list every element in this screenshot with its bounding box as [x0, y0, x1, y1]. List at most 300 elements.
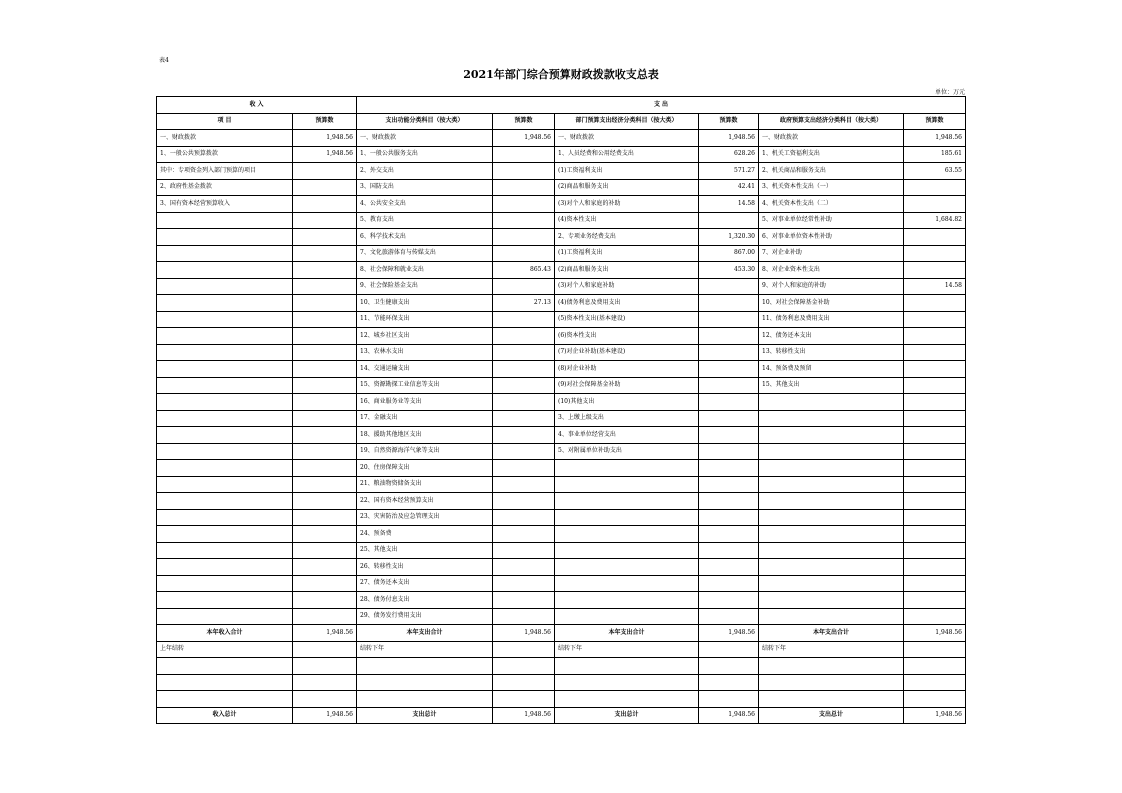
dept-budget-cell	[699, 344, 759, 361]
gov-item-cell: 12、债务还本支出	[759, 328, 904, 345]
dept-budget-cell	[699, 575, 759, 592]
gov-budget-cell	[904, 377, 966, 394]
blank-cell	[759, 691, 904, 708]
blank-cell	[759, 674, 904, 691]
func-budget-cell	[493, 163, 555, 180]
dept-item-cell: 一、财政拨款	[555, 130, 699, 147]
income-item-cell	[157, 394, 293, 411]
item-column-header: 项 目	[157, 113, 293, 130]
income-budget-cell	[293, 295, 357, 312]
dept-budget-cell	[699, 427, 759, 444]
gov-budget-cell	[904, 361, 966, 378]
func-budget-cell	[493, 575, 555, 592]
income-budget-cell: 1,948.56	[293, 707, 357, 724]
income-item-cell	[157, 410, 293, 427]
dept-item-cell: (3)对个人和家庭的补助	[555, 196, 699, 213]
budget-column-header: 预算数	[699, 113, 759, 130]
gov-item-cell: 1、机关工资福利支出	[759, 146, 904, 163]
dept-budget-cell	[699, 443, 759, 460]
income-item-cell: 本年收入合计	[157, 625, 293, 642]
dept-budget-cell	[699, 493, 759, 510]
dept-item-cell: (4)债务利息及费用支出	[555, 295, 699, 312]
dept-budget-cell	[699, 542, 759, 559]
income-item-cell	[157, 295, 293, 312]
gov-item-cell	[759, 509, 904, 526]
func-item-cell: 21、粮油物资储备支出	[357, 476, 493, 493]
table-row	[157, 196, 966, 213]
table-row	[157, 559, 966, 576]
gov-budget-cell	[904, 476, 966, 493]
table-row	[157, 163, 966, 180]
dept-budget-cell: 1,948.56	[699, 625, 759, 642]
income-budget-cell	[293, 443, 357, 460]
header-row-section	[157, 97, 966, 114]
func-budget-cell	[493, 328, 555, 345]
income-item-cell: 收入总计	[157, 707, 293, 724]
dept-budget-cell	[699, 328, 759, 345]
income-budget-cell	[293, 377, 357, 394]
func-item-cell: 25、其他支出	[357, 542, 493, 559]
func-item-cell: 9、社会保险基金支出	[357, 278, 493, 295]
func-budget-cell: 27.13	[493, 295, 555, 312]
income-item-cell	[157, 377, 293, 394]
table-row	[157, 361, 966, 378]
income-item-cell	[157, 229, 293, 246]
blank-cell	[357, 674, 493, 691]
income-item-cell	[157, 427, 293, 444]
gov-budget-cell	[904, 526, 966, 543]
table-number-label: 表4	[159, 57, 169, 64]
dept-budget-cell: 1,948.56	[699, 707, 759, 724]
func-item-cell: 28、债务付息支出	[357, 592, 493, 609]
income-item-cell	[157, 328, 293, 345]
func-budget-cell	[493, 196, 555, 213]
func-budget-cell: 1,948.56	[493, 625, 555, 642]
gov-item-cell	[759, 559, 904, 576]
dept-budget-cell: 453.30	[699, 262, 759, 279]
gov-budget-cell	[904, 179, 966, 196]
income-budget-cell	[293, 361, 357, 378]
income-item-cell	[157, 575, 293, 592]
dept-item-cell: 2、专项业务经费支出	[555, 229, 699, 246]
table-row	[157, 179, 966, 196]
income-item-cell	[157, 361, 293, 378]
blank-cell	[357, 658, 493, 675]
expense-section-header: 支 出	[357, 97, 966, 114]
gov-item-cell	[759, 608, 904, 625]
gov-item-cell	[759, 476, 904, 493]
table-row	[157, 377, 966, 394]
blank-cell	[904, 658, 966, 675]
table-row	[157, 443, 966, 460]
dept-item-cell: 本年支出合计	[555, 625, 699, 642]
func-item-cell: 一、财政拨款	[357, 130, 493, 147]
income-budget-cell	[293, 163, 357, 180]
func-budget-cell: 1,948.56	[493, 707, 555, 724]
gov-item-cell: 11、债务利息及费用支出	[759, 311, 904, 328]
gov-item-cell: 2、机关商品和服务支出	[759, 163, 904, 180]
func-budget-cell	[493, 443, 555, 460]
dept-budget-cell	[699, 278, 759, 295]
dept-budget-cell	[699, 526, 759, 543]
blank-row	[157, 691, 966, 708]
gov-budget-cell	[904, 344, 966, 361]
gov-item-cell: 9、对个人和家庭的补助	[759, 278, 904, 295]
gov-budget-cell: 185.61	[904, 146, 966, 163]
dept-item-cell: 5、对附属单位补助支出	[555, 443, 699, 460]
dept-item-cell	[555, 575, 699, 592]
income-item-cell	[157, 344, 293, 361]
income-item-cell	[157, 262, 293, 279]
dept-item-cell: (4)资本性支出	[555, 212, 699, 229]
func-item-cell: 6、科学技术支出	[357, 229, 493, 246]
func-item-cell: 7、文化旅游体育与传媒支出	[357, 245, 493, 262]
income-budget-cell	[293, 476, 357, 493]
dept-item-cell: (5)资本性支出(基本建设)	[555, 311, 699, 328]
dept-budget-cell	[699, 361, 759, 378]
income-budget-cell	[293, 212, 357, 229]
func-class-column-header: 支出功能分类科目（按大类）	[357, 113, 493, 130]
func-budget-cell	[493, 526, 555, 543]
func-item-cell: 19、自然资源海洋气象等支出	[357, 443, 493, 460]
func-budget-cell	[493, 278, 555, 295]
income-budget-cell	[293, 262, 357, 279]
blank-cell	[157, 691, 293, 708]
func-item-cell: 27、债务还本支出	[357, 575, 493, 592]
grand-total-row	[157, 707, 966, 724]
dept-item-cell	[555, 592, 699, 609]
dept-item-cell: (9)对社会保障基金补助	[555, 377, 699, 394]
dept-item-cell	[555, 476, 699, 493]
blank-cell	[493, 658, 555, 675]
gov-budget-cell	[904, 641, 966, 658]
gov-item-cell: 8、对企业资本性支出	[759, 262, 904, 279]
dept-item-cell: (10)其他支出	[555, 394, 699, 411]
dept-item-cell: 1、人员经费和公用经费支出	[555, 146, 699, 163]
budget-column-header: 预算数	[493, 113, 555, 130]
budget-column-header: 预算数	[293, 113, 357, 130]
func-budget-cell	[493, 460, 555, 477]
table-row	[157, 262, 966, 279]
dept-item-cell	[555, 509, 699, 526]
table-row	[157, 245, 966, 262]
income-item-cell	[157, 608, 293, 625]
dept-budget-cell: 867.00	[699, 245, 759, 262]
table-row	[157, 394, 966, 411]
dept-item-cell: 支出总计	[555, 707, 699, 724]
gov-budget-cell: 1,948.56	[904, 625, 966, 642]
blank-cell	[555, 658, 699, 675]
unit-label: 单位：万元	[934, 89, 965, 96]
gov-item-cell	[759, 394, 904, 411]
income-item-cell	[157, 212, 293, 229]
dept-budget-cell: 1,320.30	[699, 229, 759, 246]
gov-budget-cell	[904, 493, 966, 510]
func-budget-cell	[493, 229, 555, 246]
dept-budget-cell	[699, 608, 759, 625]
dept-item-cell: 4、事业单位经营支出	[555, 427, 699, 444]
income-item-cell: 3、国有资本经营预算收入	[157, 196, 293, 213]
dept-item-cell: (3)对个人和家庭补助	[555, 278, 699, 295]
table-row	[157, 146, 966, 163]
func-item-cell: 18、援助其他地区支出	[357, 427, 493, 444]
carry-over-row	[157, 641, 966, 658]
table-row	[157, 575, 966, 592]
table-row	[157, 311, 966, 328]
income-budget-cell: 1,948.56	[293, 130, 357, 147]
table-row	[157, 509, 966, 526]
gov-budget-cell	[904, 542, 966, 559]
dept-item-cell: (2)商品和服务支出	[555, 179, 699, 196]
income-item-cell	[157, 509, 293, 526]
gov-budget-cell	[904, 196, 966, 213]
income-budget-cell	[293, 493, 357, 510]
blank-cell	[555, 691, 699, 708]
dept-item-cell: 3、上缴上级支出	[555, 410, 699, 427]
income-budget-cell	[293, 311, 357, 328]
gov-budget-cell: 63.55	[904, 163, 966, 180]
blank-cell	[759, 658, 904, 675]
gov-budget-cell	[904, 328, 966, 345]
income-item-cell: 上年结转	[157, 641, 293, 658]
func-item-cell: 5、教育支出	[357, 212, 493, 229]
income-item-cell	[157, 559, 293, 576]
func-budget-cell	[493, 179, 555, 196]
gov-budget-cell	[904, 295, 966, 312]
dept-item-cell: (7)对企业补助(基本建设)	[555, 344, 699, 361]
gov-item-cell	[759, 493, 904, 510]
blank-cell	[904, 674, 966, 691]
income-item-cell	[157, 526, 293, 543]
income-budget-cell	[293, 509, 357, 526]
gov-item-cell	[759, 575, 904, 592]
gov-item-cell	[759, 592, 904, 609]
header-row-columns	[157, 113, 966, 130]
income-budget-cell: 1,948.56	[293, 625, 357, 642]
func-budget-cell: 865.43	[493, 262, 555, 279]
income-section-header: 收 入	[157, 97, 357, 114]
func-item-cell: 20、住房保障支出	[357, 460, 493, 477]
func-budget-cell	[493, 212, 555, 229]
func-item-cell: 本年支出合计	[357, 625, 493, 642]
gov-budget-cell	[904, 311, 966, 328]
income-item-cell	[157, 542, 293, 559]
gov-econ-column-header: 政府预算支出经济分类科目（按大类）	[759, 113, 904, 130]
func-budget-cell	[493, 592, 555, 609]
gov-budget-cell	[904, 262, 966, 279]
func-item-cell: 12、城乡社区支出	[357, 328, 493, 345]
gov-item-cell: 4、机关资本性支出（二）	[759, 196, 904, 213]
gov-budget-cell: 14.58	[904, 278, 966, 295]
func-budget-cell	[493, 311, 555, 328]
dept-budget-cell	[699, 592, 759, 609]
func-item-cell: 29、债务发行费用支出	[357, 608, 493, 625]
dept-budget-cell	[699, 641, 759, 658]
income-item-cell: 1、一般公共预算拨款	[157, 146, 293, 163]
blank-cell	[699, 691, 759, 708]
gov-budget-cell: 1,684.82	[904, 212, 966, 229]
income-item-cell: 2、政府性基金拨款	[157, 179, 293, 196]
func-item-cell: 11、节能环保支出	[357, 311, 493, 328]
income-budget-cell	[293, 542, 357, 559]
gov-item-cell	[759, 427, 904, 444]
func-budget-cell	[493, 344, 555, 361]
income-budget-cell	[293, 328, 357, 345]
func-budget-cell	[493, 493, 555, 510]
income-budget-cell	[293, 344, 357, 361]
blank-cell	[293, 691, 357, 708]
income-item-cell	[157, 311, 293, 328]
gov-item-cell: 15、其他支出	[759, 377, 904, 394]
func-item-cell: 8、社会保障和就业支出	[357, 262, 493, 279]
income-item-cell	[157, 493, 293, 510]
table-row	[157, 427, 966, 444]
dept-item-cell: (6)资本性支出	[555, 328, 699, 345]
func-budget-cell	[493, 542, 555, 559]
dept-item-cell: 结转下年	[555, 641, 699, 658]
func-budget-cell	[493, 641, 555, 658]
gov-item-cell: 6、对事业单位资本性补助	[759, 229, 904, 246]
gov-item-cell: 5、对事业单位经常性补助	[759, 212, 904, 229]
income-item-cell	[157, 443, 293, 460]
subtotal-row	[157, 625, 966, 642]
dept-budget-cell: 42.41	[699, 179, 759, 196]
gov-budget-cell	[904, 245, 966, 262]
func-budget-cell	[493, 476, 555, 493]
income-budget-cell	[293, 179, 357, 196]
func-budget-cell: 1,948.56	[493, 130, 555, 147]
dept-item-cell	[555, 526, 699, 543]
gov-item-cell: 13、转移性支出	[759, 344, 904, 361]
gov-item-cell: 14、预备费及预留	[759, 361, 904, 378]
income-budget-cell	[293, 608, 357, 625]
dept-budget-cell: 14.58	[699, 196, 759, 213]
dept-item-cell: (1)工资福利支出	[555, 245, 699, 262]
gov-budget-cell	[904, 410, 966, 427]
gov-budget-cell	[904, 559, 966, 576]
gov-budget-cell	[904, 394, 966, 411]
dept-budget-cell	[699, 410, 759, 427]
gov-budget-cell: 1,948.56	[904, 707, 966, 724]
func-budget-cell	[493, 377, 555, 394]
dept-item-cell	[555, 460, 699, 477]
table-row	[157, 476, 966, 493]
func-item-cell: 支出总计	[357, 707, 493, 724]
func-item-cell: 3、国防支出	[357, 179, 493, 196]
dept-budget-cell	[699, 460, 759, 477]
dept-item-cell	[555, 542, 699, 559]
func-budget-cell	[493, 559, 555, 576]
budget-column-header: 预算数	[904, 113, 966, 130]
table-row	[157, 542, 966, 559]
gov-item-cell	[759, 410, 904, 427]
func-budget-cell	[493, 146, 555, 163]
dept-budget-cell	[699, 509, 759, 526]
dept-budget-cell	[699, 311, 759, 328]
gov-budget-cell	[904, 608, 966, 625]
table-row	[157, 493, 966, 510]
func-item-cell: 4、公共安全支出	[357, 196, 493, 213]
gov-item-cell: 结转下年	[759, 641, 904, 658]
func-budget-cell	[493, 427, 555, 444]
func-budget-cell	[493, 361, 555, 378]
gov-item-cell	[759, 542, 904, 559]
income-budget-cell	[293, 229, 357, 246]
blank-cell	[357, 691, 493, 708]
blank-cell	[904, 691, 966, 708]
gov-budget-cell	[904, 427, 966, 444]
blank-cell	[699, 674, 759, 691]
table-row	[157, 526, 966, 543]
blank-cell	[293, 674, 357, 691]
func-budget-cell	[493, 608, 555, 625]
dept-budget-cell	[699, 212, 759, 229]
func-item-cell: 23、灾害防治及应急管理支出	[357, 509, 493, 526]
func-item-cell: 2、外交支出	[357, 163, 493, 180]
income-budget-cell: 1,948.56	[293, 146, 357, 163]
func-item-cell: 24、预备费	[357, 526, 493, 543]
table-row	[157, 130, 966, 147]
dept-budget-cell	[699, 295, 759, 312]
gov-item-cell	[759, 460, 904, 477]
income-budget-cell	[293, 196, 357, 213]
gov-item-cell	[759, 443, 904, 460]
func-item-cell: 15、资源勘探工业信息等支出	[357, 377, 493, 394]
income-item-cell: 其中：专项资金列入部门预算的项目	[157, 163, 293, 180]
func-item-cell: 1、一般公共服务支出	[357, 146, 493, 163]
table-row	[157, 278, 966, 295]
gov-item-cell: 本年支出合计	[759, 625, 904, 642]
income-item-cell: 一、财政拨款	[157, 130, 293, 147]
income-budget-cell	[293, 278, 357, 295]
dept-item-cell: (8)对企业补助	[555, 361, 699, 378]
dept-item-cell: (2)商品和服务支出	[555, 262, 699, 279]
func-item-cell: 13、农林水支出	[357, 344, 493, 361]
func-item-cell: 16、商业服务业等支出	[357, 394, 493, 411]
budget-summary-table	[156, 96, 966, 724]
table-row	[157, 460, 966, 477]
func-item-cell: 26、转移性支出	[357, 559, 493, 576]
blank-cell	[157, 658, 293, 675]
blank-cell	[493, 674, 555, 691]
gov-budget-cell	[904, 575, 966, 592]
gov-item-cell: 7、对企业补助	[759, 245, 904, 262]
income-budget-cell	[293, 410, 357, 427]
blank-row	[157, 658, 966, 675]
table-row	[157, 212, 966, 229]
func-budget-cell	[493, 394, 555, 411]
blank-row	[157, 674, 966, 691]
dept-item-cell	[555, 608, 699, 625]
func-budget-cell	[493, 509, 555, 526]
gov-budget-cell	[904, 509, 966, 526]
gov-item-cell: 支出总计	[759, 707, 904, 724]
document-title: 2021年部门综合预算财政拨款收支总表	[463, 68, 659, 81]
blank-cell	[555, 674, 699, 691]
blank-cell	[699, 658, 759, 675]
func-budget-cell	[493, 245, 555, 262]
func-budget-cell	[493, 410, 555, 427]
dept-item-cell	[555, 493, 699, 510]
table-row	[157, 295, 966, 312]
dept-item-cell: (1)工资福利支出	[555, 163, 699, 180]
income-budget-cell	[293, 427, 357, 444]
dept-budget-cell	[699, 476, 759, 493]
income-budget-cell	[293, 526, 357, 543]
income-budget-cell	[293, 245, 357, 262]
income-item-cell	[157, 278, 293, 295]
table-row	[157, 229, 966, 246]
